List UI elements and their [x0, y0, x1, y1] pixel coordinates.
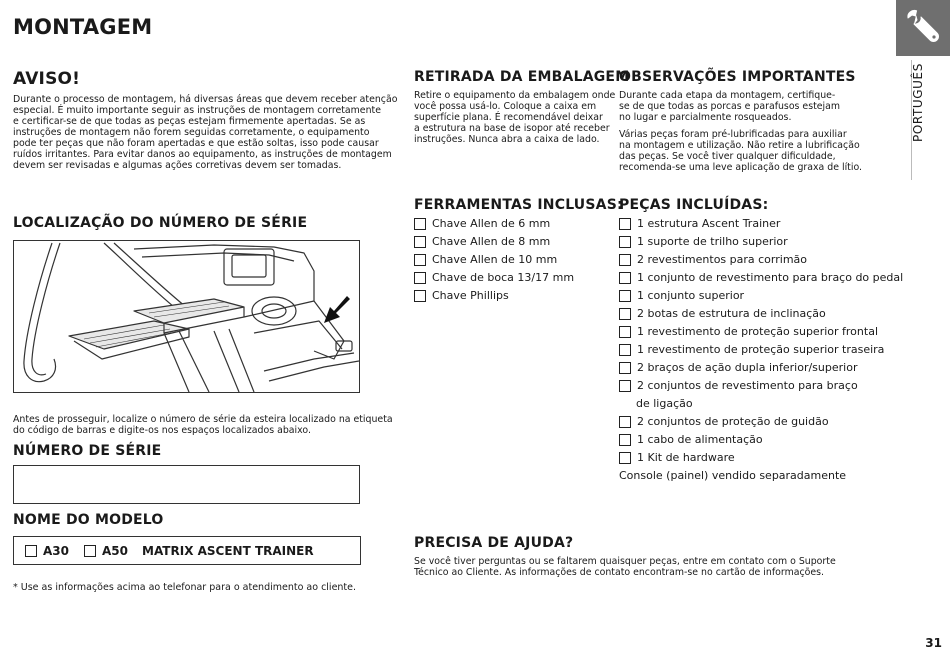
serial-number-field[interactable]: [13, 465, 360, 504]
serial-location-illustration: [13, 240, 360, 393]
language-label: PORTUGUÊS: [911, 63, 925, 142]
warning-line: ruídos irritantes. Para evitar danos ao equipamento, as instruções de montagem: [13, 149, 392, 160]
parts-item: [619, 269, 903, 287]
unpacking-text: [414, 90, 615, 145]
checkbox[interactable]: [414, 290, 426, 302]
unpacking-line: instruções. Nunca abra a caixa de lado.: [414, 134, 600, 145]
help-line: Se você tiver perguntas ou se faltarem quaisquer peças, entre em contato com o Suporte: [414, 556, 836, 567]
checkbox[interactable]: [619, 344, 631, 356]
checkbox[interactable]: [619, 326, 631, 338]
model-selector: [13, 536, 361, 565]
elliptical-trainer-illustration: [14, 241, 359, 392]
model-name: MATRIX ASCENT TRAINER: [142, 543, 314, 558]
tools-item-label: Chave de boca 13/17 mm: [432, 271, 575, 284]
warning-line: devem ser revisadas e algumas ações corretivas devem ser tomadas.: [13, 160, 342, 171]
checkbox[interactable]: [619, 236, 631, 248]
warning-line: e certificar-se de que todas as peças estejam firmemente apertadas. Se as: [13, 116, 366, 127]
parts-note: [619, 467, 903, 485]
parts-item-label: 1 revestimento de proteção superior traseira: [637, 343, 885, 356]
tools-item: [414, 233, 574, 251]
checkbox[interactable]: [414, 254, 426, 266]
parts-item-label: 2 braços de ação dupla inferior/superior: [637, 361, 858, 374]
parts-item: [619, 287, 903, 305]
parts-item-label: 1 cabo de alimentação: [637, 433, 763, 446]
checkbox[interactable]: [619, 254, 631, 266]
checkbox[interactable]: [25, 545, 37, 557]
parts-item-label: 1 Kit de hardware: [637, 451, 735, 464]
parts-item: [619, 377, 903, 395]
warning-text: [13, 94, 397, 171]
parts-item: [619, 341, 903, 359]
checkbox[interactable]: [414, 218, 426, 230]
tools-heading: FERRAMENTAS INCLUSAS:: [414, 197, 623, 213]
parts-item: [619, 359, 903, 377]
unpacking-heading: RETIRADA DA EMBALAGEM: [414, 69, 630, 85]
parts-item: [619, 431, 903, 449]
tools-item-label: Chave Allen de 6 mm: [432, 217, 551, 230]
tools-item: [414, 287, 574, 305]
checkbox[interactable]: [619, 416, 631, 428]
checkbox[interactable]: [619, 290, 631, 302]
tools-list: [414, 215, 574, 305]
tools-item-label: Chave Allen de 8 mm: [432, 235, 551, 248]
warning-line: pode ter peças que não foram apertadas e que estão soltas, isso pode causar: [13, 138, 379, 149]
notes-heading: OBSERVAÇÕES IMPORTANTES: [619, 69, 856, 85]
parts-item-continuation: [619, 395, 903, 413]
parts-item-label: 2 conjuntos de revestimento para braço: [637, 379, 858, 392]
unpacking-line: você possa usá-lo. Coloque a caixa em: [414, 101, 597, 112]
checkbox[interactable]: [619, 362, 631, 374]
serial-location-caption: [13, 414, 393, 436]
notes-line: Várias peças foram pré-lubrificadas para auxiliar: [619, 129, 847, 140]
model-footnote: * Use as informações acima ao telefonar para o atendimento ao cliente.: [13, 582, 357, 593]
serial-location-heading: LOCALIZAÇÃO DO NÚMERO DE SÉRIE: [13, 215, 308, 231]
checkbox[interactable]: [619, 452, 631, 464]
tools-item: [414, 269, 574, 287]
model-heading: NOME DO MODELO: [13, 512, 164, 528]
notes-line: das peças. Se você tiver qualquer dificuldade,: [619, 151, 836, 162]
model-option-label: A50: [102, 543, 128, 558]
parts-item: [619, 449, 903, 467]
page-title: MONTAGEM: [13, 15, 153, 39]
help-line: Técnico ao Cliente. As informações de contato encontram-se no cartão de informações.: [414, 567, 824, 578]
help-heading: PRECISA DE AJUDA?: [414, 535, 574, 551]
checkbox[interactable]: [619, 308, 631, 320]
warning-heading: AVISO!: [13, 69, 81, 89]
parts-item: [619, 413, 903, 431]
checkbox[interactable]: [619, 380, 631, 392]
parts-item-label: de ligação: [636, 397, 693, 410]
checkbox[interactable]: [619, 272, 631, 284]
parts-item-label: 2 conjuntos de proteção de guidão: [637, 415, 829, 428]
warning-line: Durante o processo de montagem, há diversas áreas que devem receber atenção: [13, 94, 398, 105]
parts-item: [619, 233, 903, 251]
help-text: [414, 556, 836, 578]
parts-item-label: 1 revestimento de proteção superior frontal: [637, 325, 878, 338]
parts-list: [619, 215, 903, 485]
serial-number-heading: NÚMERO DE SÉRIE: [13, 443, 162, 459]
model-option-a30[interactable]: [25, 544, 69, 558]
checkbox[interactable]: [414, 236, 426, 248]
tools-item-label: Chave Allen de 10 mm: [432, 253, 558, 266]
unpacking-line: Retire o equipamento da embalagem onde: [414, 90, 616, 101]
caption-line: do código de barras e digite-os nos espaços localizados abaixo.: [13, 425, 311, 436]
notes-text: [619, 90, 862, 173]
parts-item-label: 1 suporte de trilho superior: [637, 235, 788, 248]
notes-line: se de que todas as porcas e parafusos estejam: [619, 101, 840, 112]
caption-line: Antes de prosseguir, localize o número de série da esteira localizado na etiqueta: [13, 414, 393, 425]
page-number: 31: [925, 636, 942, 650]
section-tab: [896, 0, 950, 56]
checkbox[interactable]: [619, 434, 631, 446]
parts-item-label: 1 estrutura Ascent Trainer: [637, 217, 781, 230]
checkbox[interactable]: [414, 272, 426, 284]
model-option-a50[interactable]: [84, 544, 128, 558]
unpacking-line: a estrutura na base de isopor até receber: [414, 123, 610, 134]
warning-line: especial. É muito importante seguir as instruções de montagem corretamente: [13, 105, 381, 116]
warning-line: instruções de montagem não forem seguidas corretamente, o equipamento: [13, 127, 370, 138]
tools-item: [414, 251, 574, 269]
parts-item-label: 2 revestimentos para corrimão: [637, 253, 808, 266]
parts-item: [619, 215, 903, 233]
unpacking-line: superfície plana. É recomendável deixar: [414, 112, 603, 123]
parts-item: [619, 323, 903, 341]
model-option-label: A30: [43, 543, 69, 558]
parts-item-label: 2 botas de estrutura de inclinação: [637, 307, 826, 320]
wrench-icon: [904, 7, 942, 49]
parts-item: [619, 251, 903, 269]
checkbox[interactable]: [84, 545, 96, 557]
parts-item-label: 1 conjunto superior: [637, 289, 745, 302]
language-label-container: [911, 62, 950, 142]
tools-item-label: Chave Phillips: [432, 289, 509, 302]
parts-item-label: 1 conjunto de revestimento para braço do pedal: [637, 271, 904, 284]
checkbox[interactable]: [619, 218, 631, 230]
notes-line: na montagem e utilização. Não retire a lubrificação: [619, 140, 860, 151]
notes-line: recomenda-se uma leve aplicação de graxa de lítio.: [619, 162, 863, 173]
parts-heading: PEÇAS INCLUÍDAS:: [619, 197, 769, 213]
parts-note-label: Console (painel) vendido separadamente: [619, 469, 847, 482]
parts-item: [619, 305, 903, 323]
notes-line: Durante cada etapa da montagem, certifique-: [619, 90, 836, 101]
notes-line: no lugar e parcialmente rosqueados.: [619, 112, 792, 123]
tools-item: [414, 215, 574, 233]
